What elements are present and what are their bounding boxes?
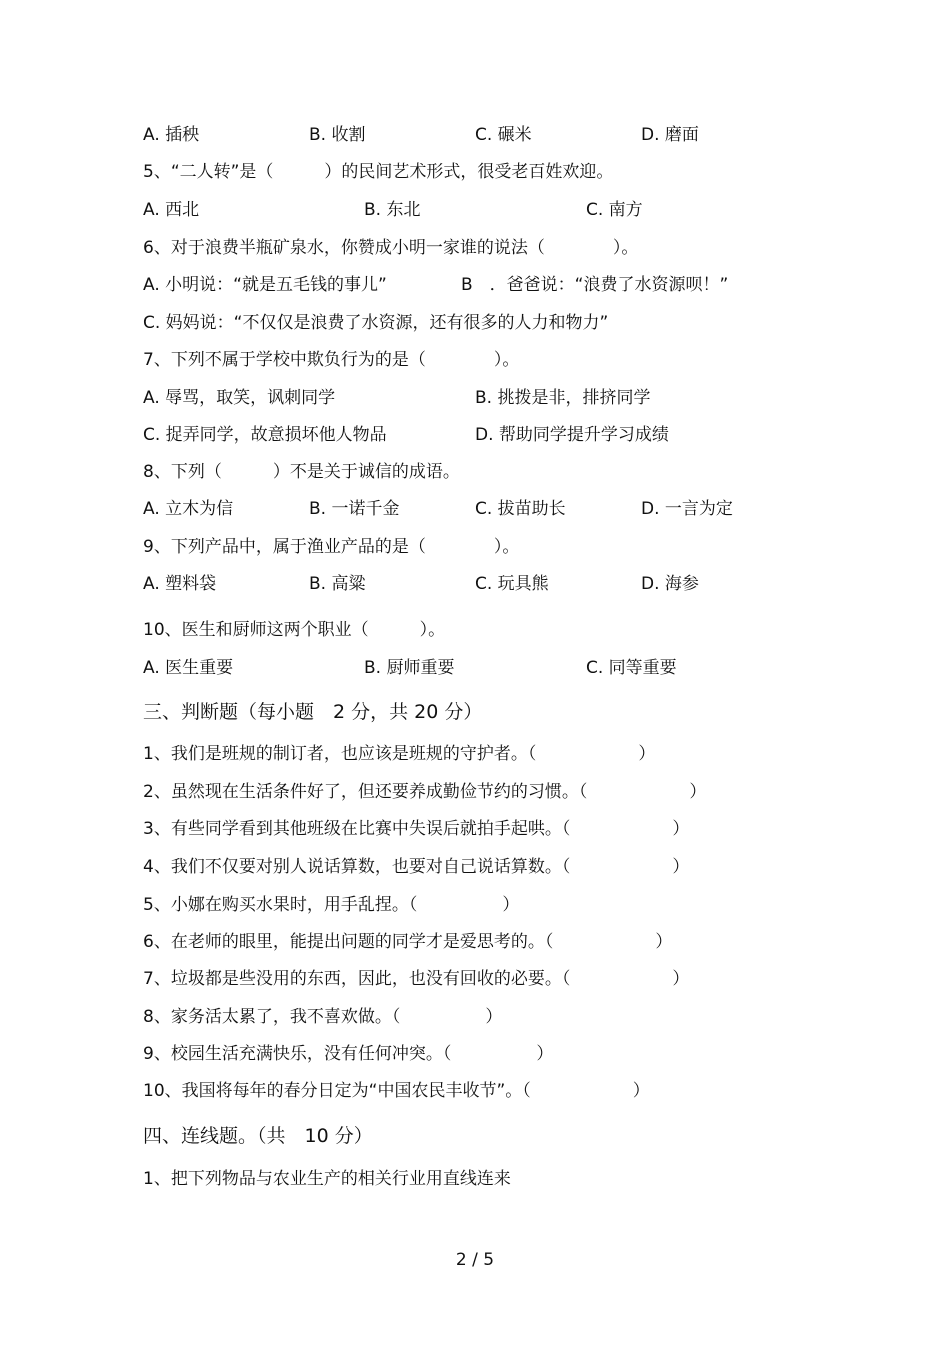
q4-option-d: D. 磨面 [641,125,699,145]
q7-option-d: D. 帮助同学提升学习成绩 [475,425,669,445]
section3-item-1: 1、我们是班规的制订者，也应该是班规的守护者。（ ） [143,744,656,764]
q8-option-d: D. 一言为定 [641,499,733,519]
q10-option-a: A. 医生重要 [143,658,234,678]
section3-item-10: 10、我国将每年的春分日定为“中国农民丰收节”。（ ） [143,1081,650,1101]
q10-option-c: C. 同等重要 [586,658,677,678]
q10-stem: 10、医生和厨师这两个职业（ ）。 [143,620,446,640]
q5-option-a: A. 西北 [143,200,200,220]
section3-item-9: 9、校园生活充满快乐，没有任何冲突。（ ） [143,1044,554,1064]
section4-title: 四、连线题。（共 10 分） [143,1125,373,1147]
q7-option-a: A. 辱骂，取笑，讽刺同学 [143,388,336,408]
q9-option-c: C. 玩具熊 [475,574,549,594]
q5-option-c: C. 南方 [586,200,643,220]
page-number: 2 / 5 [455,1250,495,1270]
q5-stem: 5、“二人转”是（ ）的民间艺术形式，很受老百姓欢迎。 [143,162,614,182]
q7-option-c: C. 捉弄同学，故意损坏他人物品 [143,425,387,445]
q8-option-b: B. 一诺千金 [309,499,400,519]
q6-option-b: B ．爸爸说：“浪费了水资源呗！” [461,275,729,295]
q8-option-c: C. 拔苗助长 [475,499,566,519]
section3-item-3: 3、有些同学看到其他班级在比赛中失误后就拍手起哄。（ ） [143,819,690,839]
q5-option-b: B. 东北 [364,200,421,220]
section3-item-2: 2、虽然现在生活条件好了，但还要养成勤俭节约的习惯。（ ） [143,782,707,802]
section3-item-7: 7、垃圾都是些没用的东西，因此，也没有回收的必要。（ ） [143,969,690,989]
q8-stem: 8、下列（ ）不是关于诚信的成语。 [143,462,460,482]
section3-item-4: 4、我们不仅要对别人说话算数，也要对自己说话算数。（ ） [143,857,690,877]
q4-option-b: B. 收割 [309,125,366,145]
q9-option-b: B. 高粱 [309,574,366,594]
q6-option-c: C. 妈妈说：“不仅仅是浪费了水资源，还有很多的人力和物力” [143,313,609,333]
q8-option-a: A. 立木为信 [143,499,234,519]
section3-item-6: 6、在老师的眼里，能提出问题的同学才是爱思考的。（ ） [143,932,673,952]
section4-item-1: 1、把下列物品与农业生产的相关行业用直线连来 [143,1169,511,1189]
q9-option-d: D. 海参 [641,574,699,594]
section3-title: 三、判断题（每小题 2 分，共 20 分） [143,701,483,723]
q6-stem: 6、对于浪费半瓶矿泉水，你赞成小明一家谁的说法（ ）。 [143,238,639,258]
q9-option-a: A. 塑料袋 [143,574,217,594]
section3-item-8: 8、家务活太累了，我不喜欢做。（ ） [143,1007,503,1027]
q10-option-b: B. 厨师重要 [364,658,455,678]
q4-option-a: A. 插秧 [143,125,200,145]
section3-item-5: 5、小娜在购买水果时，用手乱捏。（ ） [143,895,520,915]
q9-stem: 9、下列产品中，属于渔业产品的是（ ）。 [143,537,520,557]
q7-option-b: B. 挑拨是非，排挤同学 [475,388,651,408]
q6-option-a: A. 小明说：“就是五毛钱的事儿” [143,275,387,295]
q7-stem: 7、下列不属于学校中欺负行为的是（ ）。 [143,350,520,370]
q4-option-c: C. 碾米 [475,125,532,145]
